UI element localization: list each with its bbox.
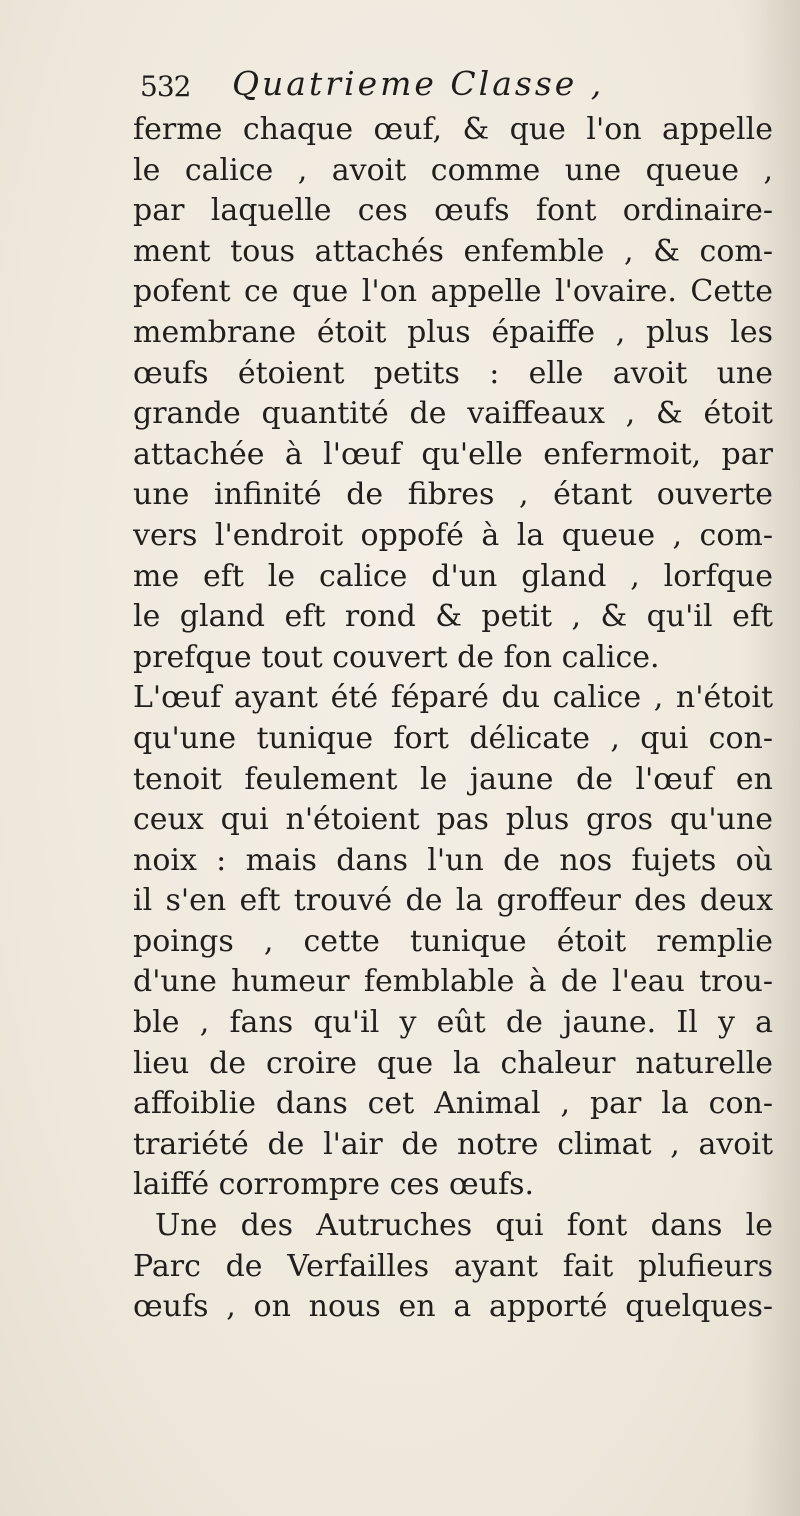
text-line: une infinité de fibres , étant ouverte bbox=[133, 477, 773, 513]
text-line: laiffé corrompre ces œufs. bbox=[133, 1167, 535, 1203]
text-line: ferme chaque œuf, & que l'on appelle bbox=[133, 112, 773, 147]
text-line: le gland eft rond & petit , & qu'il eft bbox=[133, 599, 773, 635]
running-head: Quatrieme Classe , bbox=[232, 64, 605, 103]
text-line: poings , cette tunique étoit remplie bbox=[133, 923, 773, 959]
text-line: me eft le calice d'un gland , lorfque bbox=[133, 558, 773, 594]
text-line: il s'en eft trouvé de la groffeur des deux bbox=[133, 883, 773, 919]
text-line: ble , fans qu'il y eût de jaune. Il y a bbox=[133, 1005, 773, 1041]
text-line: trariété de l'air de notre climat , avoit bbox=[133, 1126, 773, 1162]
text-line: Une des Autruches qui font dans le bbox=[155, 1208, 773, 1244]
text-line: vers l'endroit oppofé à la queue , com- bbox=[133, 517, 773, 553]
text-line: membrane étoit plus épaiffe , plus les bbox=[133, 314, 773, 350]
text-line: tenoit feulement le jaune de l'œuf en bbox=[133, 761, 773, 797]
text-line: qu'une tunique fort délicate , qui con- bbox=[133, 720, 773, 756]
text-line: ceux qui n'étoient pas plus gros qu'une bbox=[133, 802, 773, 838]
page-number: 532 bbox=[140, 70, 191, 103]
text-line: d'une humeur femblable à de l'eau trou- bbox=[133, 964, 773, 1000]
text-line: par laquelle ces œufs font ordinaire- bbox=[133, 193, 773, 229]
text-line: ment tous attachés enfemble , & com- bbox=[133, 233, 773, 269]
text-line: Parc de Verfailles ayant fait plufieurs bbox=[133, 1248, 773, 1284]
text-line: grande quantité de vaiffeaux , & étoit bbox=[133, 396, 773, 432]
text-line: pofent ce que l'on appelle l'ovaire. Cette bbox=[133, 274, 773, 310]
body-text bbox=[133, 110, 773, 1328]
text-line: lieu de croire que la chaleur naturelle bbox=[133, 1045, 773, 1081]
text-line: le calice , avoit comme une queue , bbox=[133, 152, 773, 188]
text-line: attachée à l'œuf qu'elle enfermoit, par bbox=[133, 436, 773, 472]
text-line: L'œuf ayant été féparé du calice , n'étoit bbox=[133, 680, 773, 716]
text-line: prefque tout couvert de fon calice. bbox=[133, 639, 660, 675]
text-line: œufs , on nous en a apporté quelques- bbox=[133, 1289, 773, 1325]
text-line: affoiblie dans cet Animal , par la con- bbox=[133, 1086, 773, 1122]
page-header bbox=[140, 64, 740, 110]
text-line: œufs étoient petits : elle avoit une bbox=[133, 355, 773, 391]
text-line: noix : mais dans l'un de nos fujets où bbox=[133, 842, 773, 878]
